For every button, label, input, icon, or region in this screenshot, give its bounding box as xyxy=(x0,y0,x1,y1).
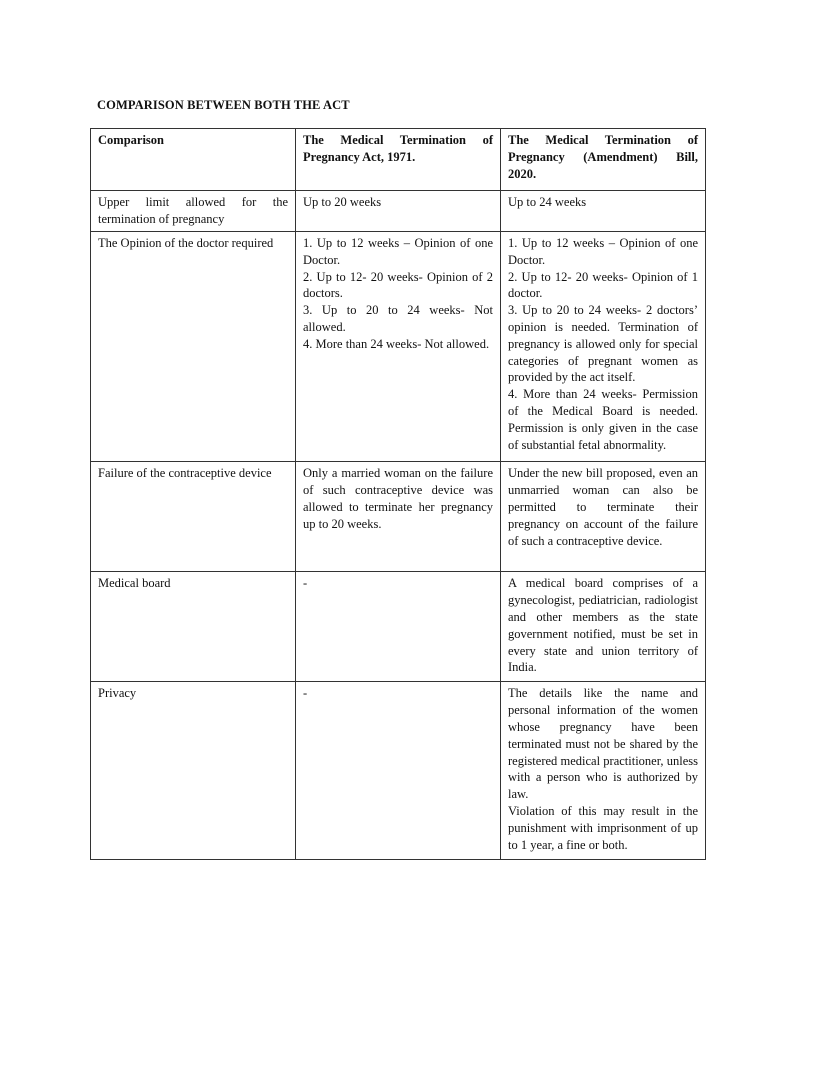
bill-2020-cell xyxy=(501,462,706,572)
cell-text: - xyxy=(303,576,308,591)
cell-text: Violation of this may result in the punishment with imprisonment of up to 1 year, a fine or both. xyxy=(508,803,698,852)
bill-2020-cell xyxy=(501,191,706,232)
table-header-row xyxy=(91,129,706,191)
act-1971-cell xyxy=(296,231,501,461)
list-item: 4. More than 24 weeks- Permission of the Medical Board is needed. Permission is only given in the case of substantial fetal abnormality. xyxy=(508,387,698,452)
table-row xyxy=(91,191,706,232)
list-item: 2. Up to 12- 20 weeks- Opinion of 1 doctor. xyxy=(508,269,698,301)
cell-text: The details like the name and personal information of the women whose pregnancy have been terminated must not be shared by the registered medical practitioner, unless with a person who is authorized by law. xyxy=(508,686,698,802)
table-row xyxy=(91,462,706,572)
comparison-cell: The Opinion of the doctor required xyxy=(91,231,296,461)
list-item: 3. Up to 20 to 24 weeks- 2 doctors’ opinion is needed. Termination of pregnancy is allowed only for special categories of pregnant women as provided by the act itself. xyxy=(508,303,698,385)
comparison-cell: Medical board xyxy=(91,572,296,682)
cell-text: Up to 20 weeks xyxy=(303,195,382,210)
list-item: 4. More than 24 weeks- Not allowed. xyxy=(303,336,490,351)
list-item: 1. Up to 12 weeks – Opinion of one Doctor. xyxy=(303,235,493,267)
table-row xyxy=(91,682,706,860)
column-header-comparison: Comparison xyxy=(91,129,296,191)
page-title: COMPARISON BETWEEN BOTH THE ACT xyxy=(97,98,350,112)
list-item: 1. Up to 12 weeks – Opinion of one Doctor. xyxy=(508,235,698,267)
table-row xyxy=(91,231,706,461)
list-item: 3. Up to 20 to 24 weeks- Not allowed. xyxy=(303,303,493,334)
cell-text: A medical board comprises of a gynecologist, pediatrician, radiologist and other members as the state government notified, must be set in every state and union territory of India. xyxy=(508,576,698,675)
bill-2020-cell xyxy=(501,231,706,461)
comparison-cell: Privacy xyxy=(91,682,296,860)
cell-text: Under the new bill proposed, even an unmarried woman can also be permitted to terminate their pregnancy on account of the failure of such a contraceptive device. xyxy=(508,466,698,548)
list-item: 2. Up to 12- 20 weeks- Opinion of 2 doctors. xyxy=(303,269,493,301)
table-row xyxy=(91,572,706,682)
comparison-cell: Failure of the contraceptive device xyxy=(91,462,296,572)
bill-2020-cell xyxy=(501,572,706,682)
comparison-table xyxy=(90,128,706,860)
cell-text: Only a married woman on the failure of such contraceptive device was allowed to terminate her pregnancy up to 20 weeks. xyxy=(303,466,493,531)
act-1971-cell xyxy=(296,682,501,860)
cell-text: - xyxy=(303,686,308,701)
act-1971-cell xyxy=(296,462,501,572)
act-1971-cell xyxy=(296,191,501,232)
column-header-act-1971: The Medical Termination of Pregnancy Act, 1971. xyxy=(296,129,501,191)
bill-2020-cell xyxy=(501,682,706,860)
cell-text: Up to 24 weeks xyxy=(508,195,587,210)
act-1971-cell xyxy=(296,572,501,682)
column-header-bill-2020: The Medical Termination of Pregnancy (Amendment) Bill, 2020. xyxy=(501,129,706,191)
comparison-cell: Upper limit allowed for the termination of pregnancy xyxy=(91,191,296,232)
